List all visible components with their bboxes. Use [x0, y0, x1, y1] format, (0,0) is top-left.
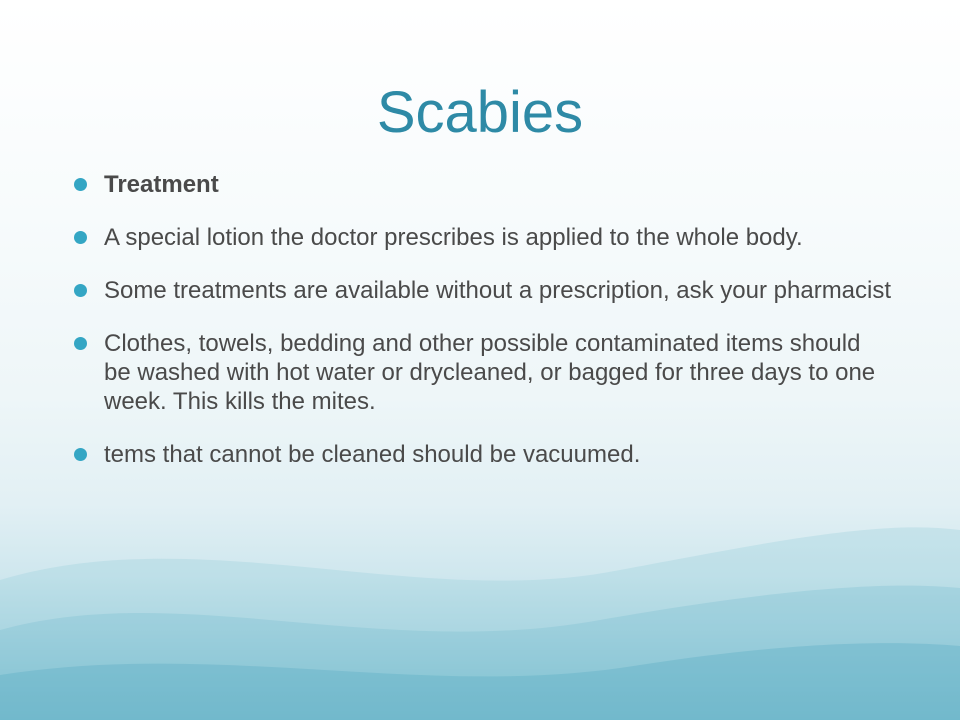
bullet-text: A special lotion the doctor prescribes is applied to the whole body.	[104, 224, 803, 251]
bullet-item-vacuum	[72, 440, 892, 469]
bullet-item-wash-items	[72, 329, 892, 416]
bullet-dot-icon	[74, 231, 87, 244]
wave-background	[0, 460, 960, 720]
bullet-dot-icon	[74, 178, 87, 191]
bullet-text: Treatment	[104, 171, 219, 198]
bullet-dot-icon	[74, 448, 87, 461]
bullet-list	[72, 170, 892, 493]
bullet-dot-icon	[74, 337, 87, 350]
bullet-item-lotion	[72, 223, 892, 252]
bullet-text: Clothes, towels, bedding and other possible contaminated items should be washed with hot water or drycleaned, or bagged for three days to one week. This kills the mites.	[104, 330, 876, 415]
bullet-item-otc-treatments	[72, 276, 892, 305]
bullet-dot-icon	[74, 284, 87, 297]
slide-title: Scabies	[376, 80, 584, 145]
bullet-text: tems that cannot be cleaned should be vacuumed.	[104, 441, 641, 468]
bullet-text: Some treatments are available without a prescription, ask your pharmacist	[104, 277, 892, 304]
bullet-item-treatment	[72, 170, 892, 199]
